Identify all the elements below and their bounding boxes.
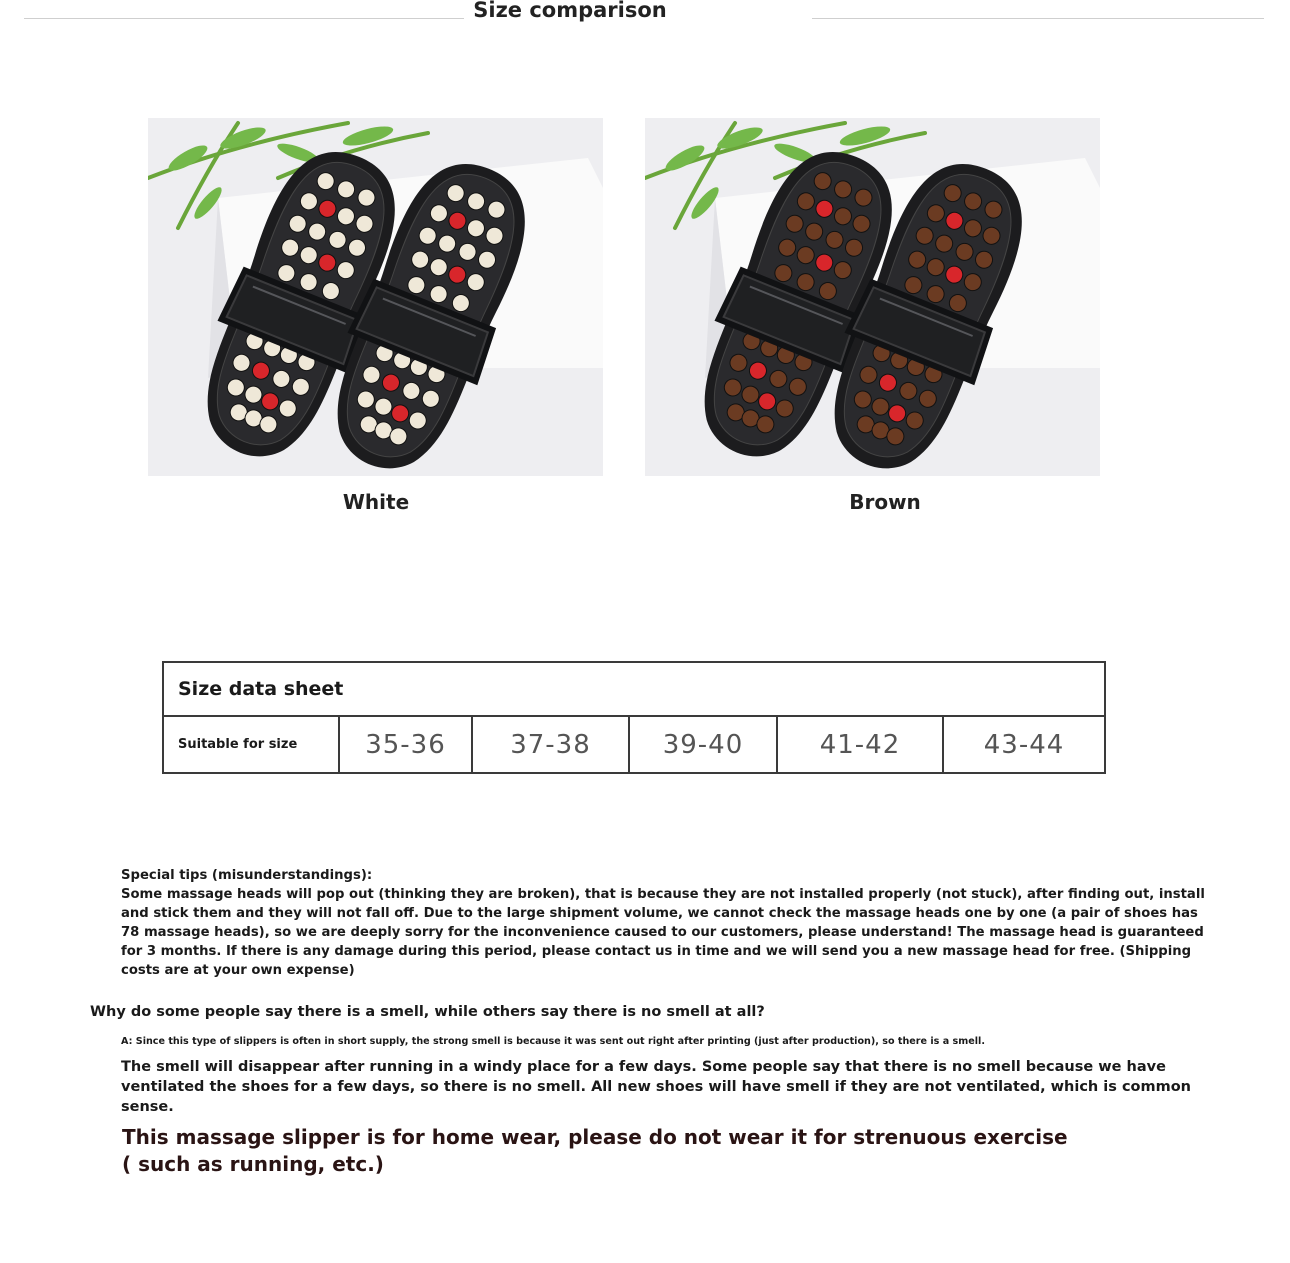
color-label-brown: Brown [849,490,921,514]
table-row [163,716,1105,773]
slipper-illustration-brown [645,118,1100,476]
tips-body: Some massage heads will pop out (thinking they are broken), that is because they are not installed properly (not stuck), after finding out, install and stick them and they will not fall off. Due to the large shipment volume, we cannot check the massage heads one by one (a pair of shoes has 78 massage heads), so we are deeply sorry for the inconvenience caused to our customers, please understand! The massage head is guaranteed for 3 months. If there is any damage during this period, please contact us in time and we will send you a new massage head for free. (Shipping costs are at your own expense) [121,887,1205,978]
faq-answer-long: The smell will disappear after running in a windy place for a few days. Some people say that there is no smell because we have ventilated the shoes for a few days, so there is no smell. All new shoes will have smell if they are not ventilated, which is common sense. [121,1059,1192,1115]
size-cell: 35-36 [339,716,472,773]
product-photo-white [148,118,603,476]
product-photo-brown [645,118,1100,476]
page-title: Size comparison [473,0,667,22]
size-cell: 41-42 [777,716,943,773]
faq-answer-short: A: Since this type of slippers is often in short supply, the strong smell is because it was sent out right after printing (just after production), so there is a smell. [121,1036,985,1047]
size-cell: 43-44 [943,716,1105,773]
usage-notice: This massage slipper is for home wear, please do not wear it for strenuous exercise ( such as running, etc.) [122,1125,1068,1176]
special-tips [121,866,1211,980]
size-cell: 39-40 [629,716,777,773]
slipper-illustration-white [148,118,603,476]
color-label-white: White [342,490,410,514]
size-cell: 37-38 [472,716,629,773]
title-divider-left [24,18,464,19]
size-data-table [162,661,1106,774]
tips-heading: Special tips (misunderstandings): [121,868,373,883]
size-row-label: Suitable for size [163,716,339,773]
size-sheet-title: Size data sheet [163,662,1105,716]
faq-question: Why do some people say there is a smell, while others say there is no smell at all? [90,1004,765,1020]
title-divider-right [812,18,1264,19]
